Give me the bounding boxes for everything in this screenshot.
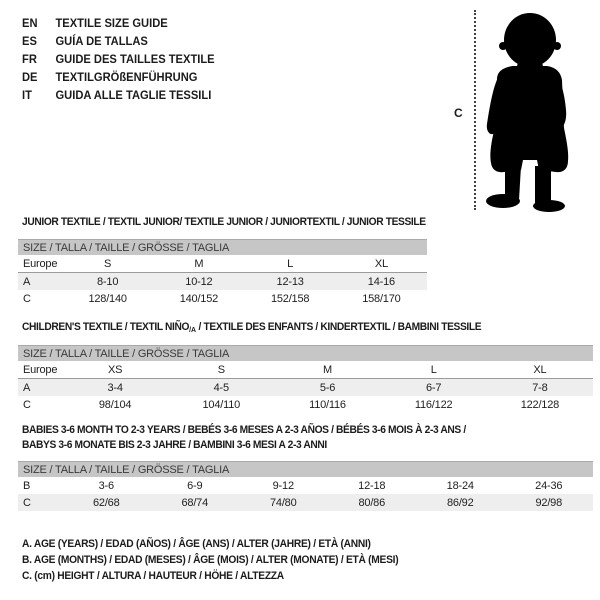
children-title-subscript: /A bbox=[189, 325, 197, 334]
table-cell: 6-7 bbox=[381, 379, 487, 397]
table-cell: XL bbox=[487, 361, 593, 379]
language-label: GUÍA DE TALLAS bbox=[55, 34, 148, 48]
table-cell: S bbox=[62, 255, 153, 273]
footnote-a: A. AGE (YEARS) / EDAD (AÑOS) / ÂGE (ANS) / ALTER (JAHRE) / ETÀ (ANNI) bbox=[22, 538, 371, 550]
table-cell: 68/74 bbox=[151, 494, 240, 511]
table-cell: M bbox=[153, 255, 244, 273]
language-code: IT bbox=[22, 88, 32, 102]
language-label: TEXTILGRÖßENFÜHRUNG bbox=[55, 70, 198, 84]
language-item-en bbox=[22, 14, 215, 32]
table-cell: 3-4 bbox=[62, 379, 168, 397]
size-header-row bbox=[18, 462, 593, 478]
junior-section-title: JUNIOR TEXTILE / TEXTIL JUNIOR/ TEXTILE JUNIOR / JUNIORTEXTIL / JUNIOR TESSILE bbox=[22, 216, 426, 228]
table-cell: 12-18 bbox=[358, 479, 386, 492]
size-header-bar: SIZE / TALLA / TAILLE / GRÖSSE / TAGLIA bbox=[18, 462, 593, 478]
table-cell: XS bbox=[62, 361, 168, 379]
table-cell: 158/170 bbox=[362, 292, 401, 305]
children-size-table bbox=[18, 345, 593, 413]
language-code: DE bbox=[22, 70, 38, 84]
table-row-c bbox=[18, 396, 593, 413]
table-cell: 116/122 bbox=[414, 398, 453, 411]
table-cell: 3-6 bbox=[98, 479, 114, 492]
table-cell: 18-24 bbox=[446, 479, 474, 492]
table-cell: C bbox=[23, 398, 31, 411]
table-cell: 152/158 bbox=[270, 292, 310, 305]
babies-size-table bbox=[18, 461, 593, 511]
junior-size-table bbox=[18, 239, 427, 307]
height-measure-figure bbox=[445, 4, 597, 216]
table-cell: 74/80 bbox=[239, 494, 328, 511]
table-cell: 4-5 bbox=[168, 379, 274, 397]
table-cell: C bbox=[23, 292, 31, 305]
table-row-c bbox=[18, 290, 427, 307]
babies-title-line2: BABYS 3-6 MONATE BIS 2-3 JAHRE / BAMBINI 3-6 MESI A 2-3 ANNI bbox=[22, 439, 327, 451]
table-row-columns bbox=[18, 255, 427, 273]
table-cell: B bbox=[23, 479, 31, 492]
table-cell: XL bbox=[336, 255, 427, 273]
language-code: EN bbox=[22, 16, 38, 30]
language-label: TEXTILE SIZE GUIDE bbox=[55, 16, 168, 30]
language-code: FR bbox=[22, 52, 37, 66]
size-header-row bbox=[18, 346, 593, 362]
children-section-title bbox=[22, 320, 481, 337]
size-header-bar: SIZE / TALLA / TAILLE / GRÖSSE / TAGLIA bbox=[18, 346, 593, 362]
children-title-pre: CHILDREN'S TEXTILE / TEXTIL NIÑO bbox=[22, 321, 190, 333]
table-cell: 98/104 bbox=[98, 398, 132, 411]
footnote-b: B. AGE (MONTHS) / EDAD (MESES) / ÂGE (MOIS) / ALTER (MONATE) / ETÀ (MESI) bbox=[22, 554, 399, 566]
table-row-c bbox=[18, 494, 593, 511]
table-row-a bbox=[18, 379, 593, 397]
size-header-bar: SIZE / TALLA / TAILLE / GRÖSSE / TAGLIA bbox=[18, 240, 427, 256]
table-cell: 128/140 bbox=[88, 292, 127, 305]
table-cell: 6-9 bbox=[187, 479, 203, 492]
table-cell: 86/92 bbox=[416, 494, 505, 511]
children-title-post: / TEXTILE DES ENFANTS / KINDERTEXTIL / BAMBINI TESSILE bbox=[196, 321, 482, 333]
table-cell: 140/152 bbox=[179, 292, 219, 305]
table-row-a bbox=[18, 273, 427, 291]
language-item-de bbox=[22, 68, 215, 86]
table-cell: 8-10 bbox=[62, 273, 153, 291]
language-list bbox=[22, 14, 215, 104]
table-cell: 14-16 bbox=[336, 273, 427, 291]
language-item-it bbox=[22, 86, 215, 104]
language-item-es bbox=[22, 32, 215, 50]
babies-section-title bbox=[22, 423, 466, 453]
table-cell: S bbox=[168, 361, 274, 379]
table-row-b bbox=[18, 477, 593, 494]
table-cell: 122/128 bbox=[520, 398, 560, 411]
height-label: C bbox=[454, 106, 463, 120]
table-cell: 110/116 bbox=[309, 398, 346, 411]
size-header-row bbox=[18, 240, 427, 256]
babies-title-line1: BABIES 3-6 MONTH TO 2-3 YEARS / BEBÉS 3-6 MESES A 2-3 AÑOS / BÉBÉS 3-6 MOIS À 2-3 ANS / bbox=[22, 424, 466, 436]
table-cell: 24-36 bbox=[535, 479, 563, 492]
table-cell: L bbox=[245, 255, 336, 273]
table-cell: Europe bbox=[18, 255, 62, 273]
footnote-c: C. (cm) HEIGHT / ALTURA / HAUTEUR / HÖHE / ALTEZZA bbox=[22, 570, 284, 582]
table-cell: L bbox=[381, 361, 487, 379]
table-row-columns bbox=[18, 361, 593, 379]
table-cell: 92/98 bbox=[505, 494, 594, 511]
table-cell: 5-6 bbox=[274, 379, 380, 397]
table-cell: M bbox=[274, 361, 380, 379]
table-cell: 80/86 bbox=[328, 494, 417, 511]
table-cell: 62/68 bbox=[62, 494, 151, 511]
table-cell: 7-8 bbox=[487, 379, 593, 397]
table-cell: 12-13 bbox=[245, 273, 336, 291]
table-cell: C bbox=[18, 494, 62, 511]
baby-silhouette-icon bbox=[483, 8, 575, 212]
table-cell: Europe bbox=[18, 361, 62, 379]
table-cell: 10-12 bbox=[153, 273, 244, 291]
height-dashed-line bbox=[474, 10, 476, 210]
language-label: GUIDE DES TAILLES TEXTILE bbox=[55, 52, 215, 66]
table-cell: 9-12 bbox=[272, 479, 294, 492]
footnotes bbox=[22, 536, 398, 584]
language-code: ES bbox=[22, 34, 37, 48]
table-cell: 104/110 bbox=[202, 398, 241, 411]
table-cell: A bbox=[18, 379, 62, 397]
table-cell: A bbox=[18, 273, 62, 291]
language-item-fr bbox=[22, 50, 215, 68]
language-label: GUIDA ALLE TAGLIE TESSILI bbox=[55, 88, 212, 102]
